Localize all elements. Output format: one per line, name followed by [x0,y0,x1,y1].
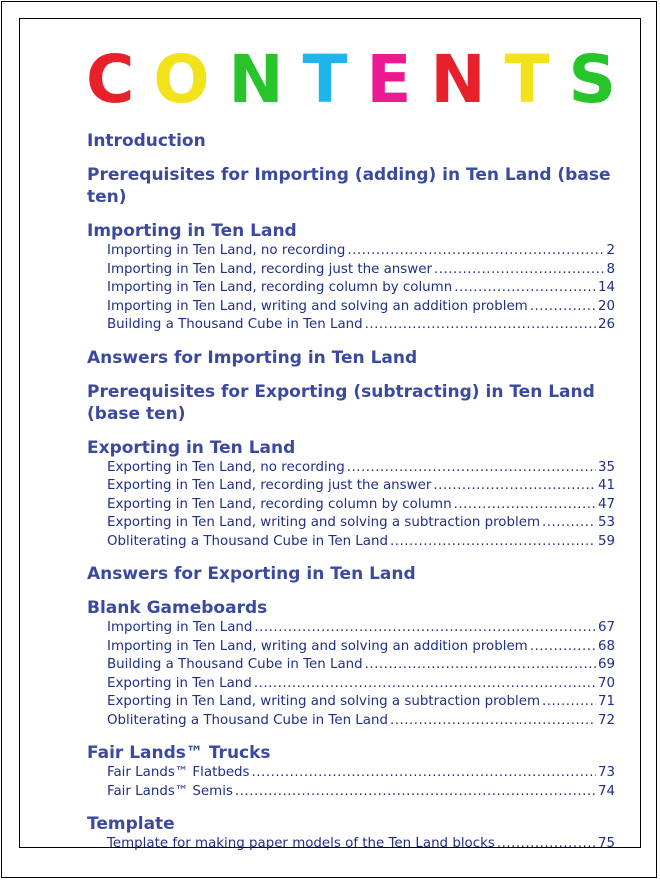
entry-page-number: 2 [606,243,615,258]
dot-leader [254,675,596,694]
entry-label: Building a Thousand Cube in Ten Land [107,657,363,672]
toc-entry[interactable] [107,261,615,280]
section-entries [87,459,615,552]
title-letter: N [430,41,486,118]
section-entries [87,764,615,801]
title-letter: O [153,41,210,118]
dot-leader [235,783,596,802]
entry-label: Importing in Ten Land, no recording [107,243,346,258]
dot-leader [365,316,596,335]
entry-page-number: 20 [597,298,615,314]
entry-page-number: 70 [597,675,615,691]
dot-leader [497,835,596,854]
toc-entry[interactable] [107,298,615,317]
dot-leader [390,712,596,731]
dot-leader [347,242,604,261]
section-entries [87,835,615,854]
entry-label: Template for making paper models of the Ten Land blocks [107,836,495,851]
toc-section [87,130,615,152]
dot-leader [454,496,596,515]
toc-section [87,381,615,425]
entry-label: Obliterating a Thousand Cube in Ten Land [107,533,388,549]
entry-page-number: 26 [597,317,615,332]
toc-entry[interactable] [107,675,615,694]
toc-entry[interactable] [107,764,615,783]
entry-page-number: 59 [597,533,615,549]
entry-label: Exporting in Ten Land, recording just the answer [107,478,432,493]
entry-page-number: 47 [597,496,615,512]
title-letter: T [504,41,550,118]
entry-label: Exporting in Ten Land, writing and solving a subtraction problem [107,694,540,709]
entry-page-number: 73 [597,765,615,780]
title-letter: T [302,41,348,118]
entry-label: Building a Thousand Cube in Ten Land [107,317,363,332]
entry-label: Exporting in Ten Land, no recording [107,459,345,475]
entry-label: Importing in Ten Land, writing and solving an addition problem [107,298,528,314]
toc-entry[interactable] [107,514,615,533]
section-heading[interactable]: Blank Gameboards [87,598,268,618]
toc-entry[interactable] [107,783,615,802]
entry-page-number: 69 [597,657,615,672]
toc-entry[interactable] [107,459,615,478]
entry-page-number: 71 [597,694,615,709]
dot-leader [433,477,596,496]
dot-leader [454,279,596,298]
title-letter: E [366,41,412,118]
dot-leader [365,656,596,675]
dot-leader [542,693,596,712]
entry-page-number: 75 [597,836,615,851]
toc-section [87,437,615,552]
toc-entry[interactable] [107,533,615,552]
entry-label: Exporting in Ten Land [107,675,252,691]
section-heading[interactable]: Exporting in Ten Land [87,437,296,458]
dot-leader [390,533,596,552]
toc-entry[interactable] [107,619,615,638]
dot-leader [542,514,596,533]
entry-label: Importing in Ten Land, writing and solving an addition problem [107,638,528,654]
toc-section [87,742,615,801]
entry-page-number: 74 [597,783,615,799]
section-heading[interactable]: Answers for Exporting in Ten Land [87,564,416,584]
toc-section [87,164,615,208]
section-heading[interactable]: Answers for Importing in Ten Land [87,347,418,368]
section-heading[interactable]: Prerequisites for Exporting (subtracting) in Ten Land (base ten) [87,381,595,424]
entry-page-number: 68 [597,638,615,654]
toc-section [87,347,615,369]
title-letter: N [228,41,284,118]
section-heading[interactable]: Introduction [87,131,206,151]
toc-entry[interactable] [107,712,615,731]
toc-section [87,220,615,335]
entry-label: Exporting in Ten Land, writing and solving a subtraction problem [107,515,540,530]
dot-leader [347,459,596,478]
section-entries [87,242,615,335]
entry-page-number: 41 [597,478,615,493]
entry-page-number: 67 [597,620,615,635]
dot-leader [530,638,596,657]
toc-section [87,813,615,854]
toc-entry[interactable] [107,279,615,298]
section-entries [87,619,615,730]
entry-label: Exporting in Ten Land, recording column by column [107,496,452,512]
entry-page-number: 14 [597,280,615,295]
dot-leader [434,261,605,280]
entry-label: Importing in Ten Land, recording just the answer [107,261,432,277]
toc-entry[interactable] [107,242,615,261]
entry-label: Fair Lands™ Semis [107,783,233,799]
entry-page-number: 35 [597,459,615,475]
table-of-contents [87,130,615,856]
toc-section [87,563,615,585]
dot-leader [254,619,596,638]
toc-entry[interactable] [107,316,615,335]
entry-label: Importing in Ten Land, recording column by column [107,280,453,295]
toc-entry[interactable] [107,693,615,712]
dot-leader [252,764,596,783]
entry-label: Obliterating a Thousand Cube in Ten Land [107,712,388,728]
entry-label: Importing in Ten Land [107,620,253,635]
entry-page-number: 53 [597,515,615,530]
section-heading[interactable]: Template [87,814,175,834]
toc-entry[interactable] [107,496,615,515]
entry-label: Fair Lands™ Flatbeds [107,765,250,780]
title-letter: C [86,41,135,118]
toc-entry[interactable] [107,656,615,675]
contents-title [86,40,616,120]
toc-entry[interactable] [107,835,615,854]
entry-page-number: 72 [597,712,615,728]
section-heading[interactable]: Fair Lands™ Trucks [87,743,271,763]
toc-entry[interactable] [107,477,615,496]
section-heading[interactable]: Prerequisites for Importing (adding) in Ten Land (base ten) [87,165,611,207]
toc-section [87,597,615,730]
entry-page-number: 8 [606,261,615,277]
toc-entry[interactable] [107,638,615,657]
section-heading[interactable]: Importing in Ten Land [87,221,297,241]
dot-leader [530,298,596,317]
title-letter: S [568,41,616,118]
